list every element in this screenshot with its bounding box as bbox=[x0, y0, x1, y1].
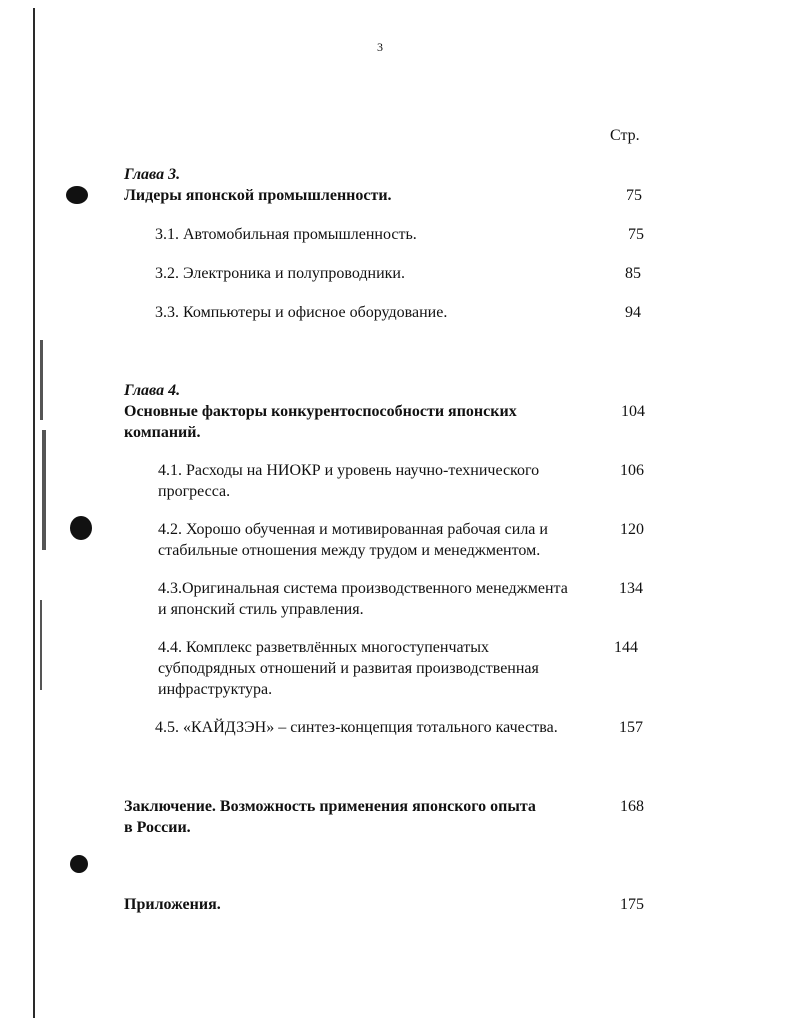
page-column-header: Стр. bbox=[610, 127, 640, 144]
conclusion-title-line2: в России. bbox=[124, 819, 191, 836]
toc-entry-4-1-line1: 4.1. Расходы на НИОКР и уровень научно-технического bbox=[158, 462, 540, 479]
appendix-title: Приложения. bbox=[124, 896, 221, 913]
toc-entry-4-3-line2: и японский стиль управления. bbox=[158, 601, 364, 618]
toc-entry-4-3-line1: 4.3.Оригинальная система производственного менеджмента bbox=[158, 580, 568, 597]
punch-hole-mark bbox=[70, 516, 92, 540]
toc-entry-3-2-page: 85 bbox=[625, 265, 641, 282]
toc-entry-3-3-page: 94 bbox=[625, 304, 641, 321]
toc-entry-4-2-page: 120 bbox=[620, 521, 644, 538]
conclusion-page: 168 bbox=[620, 798, 644, 815]
conclusion-title-line1: Заключение. Возможность применения японского опыта bbox=[124, 798, 536, 815]
chapter-3-page: 75 bbox=[626, 187, 642, 204]
scan-artifact bbox=[40, 340, 43, 420]
toc-entry-4-4-line1: 4.4. Комплекс разветвлённых многоступенчатых bbox=[158, 639, 489, 656]
chapter-4-label: Глава 4. bbox=[124, 382, 181, 399]
toc-entry-4-5-page: 157 bbox=[619, 719, 643, 736]
toc-entry-4-4-line2: субподрядных отношений и развитая производственная bbox=[158, 660, 539, 677]
chapter-4-title-line2: компаний. bbox=[124, 424, 201, 441]
scan-artifact bbox=[40, 600, 42, 690]
toc-entry-3-3: 3.3. Компьютеры и офисное оборудование. bbox=[155, 304, 448, 321]
toc-entry-4-1-page: 106 bbox=[620, 462, 644, 479]
toc-entry-4-3-page: 134 bbox=[619, 580, 643, 597]
appendix-page: 175 bbox=[620, 896, 644, 913]
toc-entry-4-2-line2: стабильные отношения между трудом и менеджментом. bbox=[158, 542, 541, 559]
toc-entry-3-2: 3.2. Электроника и полупроводники. bbox=[155, 265, 405, 282]
page-number: 3 bbox=[377, 40, 383, 54]
toc-entry-3-1: 3.1. Автомобильная промышленность. bbox=[155, 226, 417, 243]
scan-artifact bbox=[42, 430, 46, 550]
scan-edge-line bbox=[33, 8, 35, 1018]
toc-entry-4-1-line2: прогресса. bbox=[158, 483, 231, 500]
toc-entry-4-2-line1: 4.2. Хорошо обученная и мотивированная рабочая сила и bbox=[158, 521, 548, 538]
punch-hole-mark bbox=[70, 855, 88, 873]
toc-entry-3-1-page: 75 bbox=[628, 226, 644, 243]
chapter-3-label: Глава 3. bbox=[124, 166, 181, 183]
toc-entry-4-5: 4.5. «КАЙДЗЭН» – синтез-концепция тотального качества. bbox=[155, 719, 558, 736]
chapter-4-page: 104 bbox=[621, 403, 645, 420]
toc-entry-4-4-line3: инфраструктура. bbox=[158, 681, 273, 698]
toc-entry-4-4-page: 144 bbox=[614, 639, 638, 656]
chapter-4-title-line1: Основные факторы конкурентоспособности японских bbox=[124, 403, 517, 420]
chapter-3-title: Лидеры японской промышленности. bbox=[124, 187, 392, 204]
punch-hole-mark bbox=[66, 186, 88, 204]
